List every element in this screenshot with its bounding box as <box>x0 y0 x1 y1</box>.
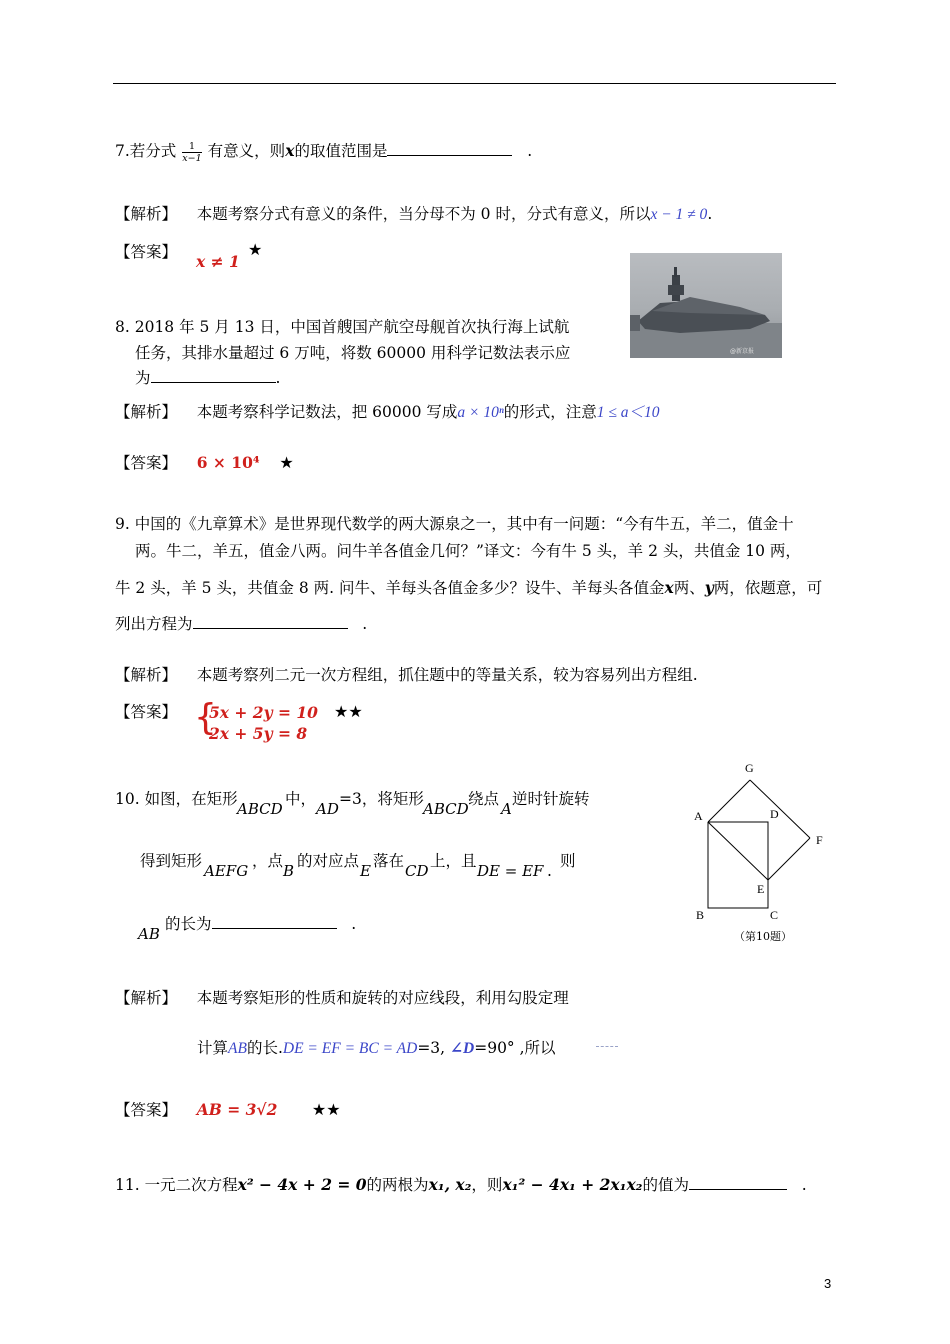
aircraft-carrier-photo <box>630 253 782 358</box>
q11-answer-blank[interactable] <box>689 1188 787 1190</box>
fig-label-g: G <box>745 761 754 775</box>
q9-line3: 牛 2 头，羊 5 头，共值金 8 两. 问牛、羊每头各值金多少？设牛、羊每头各值金x两、y两，依题意，可 <box>115 578 823 597</box>
header-rule <box>113 83 836 84</box>
q10-line3: 的长为 . <box>165 915 357 933</box>
q10-de-ef: DE = EF <box>477 862 544 880</box>
photo-watermark: @新京报 <box>730 348 755 355</box>
q10-figure <box>688 760 838 945</box>
page-number: 3 <box>824 1276 832 1291</box>
q8-analysis: 【解析】 本题考察科学记数法，把 60000 写成a × 10ⁿ的形式，注意1 ≤ a＜10 <box>115 403 660 421</box>
q10-line2-text-e: 上，且 <box>430 852 477 870</box>
q10-line2-text-b: ，点 <box>252 852 284 870</box>
q10-line2-text-f: 则 <box>560 852 576 870</box>
q10-line2-period: . <box>547 862 552 880</box>
fig-label-f: F <box>816 833 823 847</box>
q10-rect-abcd: ABCD <box>237 800 283 818</box>
q9-answer-system: 5x + 2y = 10 2x + 5y = 8 <box>209 703 318 743</box>
q10-line1-text-d: 绕点 <box>468 790 500 808</box>
q10-analysis: 【解析】 本题考察矩形的性质和旋转的对应线段，利用勾股定理 <box>115 989 569 1007</box>
fig-label-b: B <box>696 908 705 922</box>
q7-answer: 【答案】 <box>115 243 178 261</box>
q7-question: 7.若分式 $\frac{1}{x-1}$ 有意义，则x的取值范围是 . <box>115 140 533 164</box>
q8-answer-blank[interactable] <box>151 381 276 383</box>
q9-system-brace: { <box>194 697 217 738</box>
q8-line3: 为 . <box>135 369 281 387</box>
q9-line4: 列出方程为 . <box>115 615 368 633</box>
q9-difficulty-stars: ★★ <box>334 702 363 721</box>
q10-line1-text-e: 逆时针旋转 <box>512 790 590 808</box>
q10-difficulty-stars: ★★ <box>311 1100 341 1119</box>
q9-answer-blank[interactable] <box>193 627 348 629</box>
q8-difficulty-stars: ★ <box>279 453 294 472</box>
q10-line2-text-a: 得到矩形 <box>140 852 203 870</box>
q10-line1-text-b: 中， <box>285 790 317 808</box>
fig-label-e: E <box>757 882 765 896</box>
q8-line2: 任务，其排水量超过 6 万吨，将数 60000 用科学记数法表示应 <box>135 344 571 362</box>
q7-difficulty-stars: ★ <box>248 240 263 259</box>
q10-answer: 【答案】 AB = 3√2 ★★ <box>115 1100 341 1119</box>
q10-point-e: E <box>360 862 371 880</box>
q10-rect-abcd-2: ABCD <box>423 800 469 818</box>
q10-analysis-line2: 计算AB的长.DE = EF = BC = AD=3, ∠D=90° ,所以 <box>197 1039 556 1057</box>
fig-label-d: D <box>770 807 779 821</box>
q8-answer: 【答案】 6 × 10⁴ ★ <box>115 453 294 472</box>
q7-answer-math: x ≠ 1 <box>196 252 240 271</box>
q10-line2-text-c: 的对应点 <box>297 852 360 870</box>
q10-seg-ab: AB <box>138 925 160 943</box>
q10-analysis-truncated-mark <box>596 1046 618 1047</box>
q10-line2-text-d: 落在 <box>373 852 405 870</box>
fig-label-c: C <box>770 908 779 922</box>
q10-point-b: B <box>283 862 295 880</box>
q10-line1-text-a: 10. 如图，在矩形 <box>115 790 238 808</box>
fig-caption: （第10题） <box>734 930 792 943</box>
q7-analysis: 【解析】 本题考察分式有意义的条件，当分母不为 0 时，分式有意义，所以x − 1 ≠ 0. <box>115 205 713 223</box>
q9-line1: 9. 中国的《九章算术》是世界现代数学的两大源泉之一，其中有一问题：“今有牛五，羊二，值金十 <box>115 515 794 533</box>
q10-seg-ad: AD <box>316 800 339 818</box>
q7-answer-blank[interactable] <box>387 154 512 156</box>
q8-line1: 8. 2018 年 5 月 13 日，中国首艘国产航空母舰首次执行海上试航 <box>115 318 570 336</box>
q9-answer: 【答案】 <box>115 703 178 721</box>
q10-seg-cd: CD <box>405 862 429 880</box>
q9-line2: 两。牛二，羊五，值金八两。问牛羊各值金几何？”译文：今有牛 5 头，羊 2 头，共值金 10 两， <box>135 542 801 560</box>
q7-fraction: $\frac{1}{x-1}$ <box>182 140 202 164</box>
fig-label-a: A <box>694 809 703 823</box>
q10-rect-aefg: AEFG <box>204 862 249 880</box>
q10-point-a: A <box>501 800 512 818</box>
q11-question: 11. 一元二次方程x² − 4x + 2 = 0的两根为x₁, x₂，则x₁² − 4x₁ + 2x₁x₂的值为 . <box>115 1175 807 1194</box>
q10-line1-text-c: =3，将矩形 <box>339 790 424 808</box>
q9-analysis: 【解析】 本题考察列二元一次方程组，抓住题中的等量关系，较为容易列出方程组. <box>115 666 698 684</box>
q10-answer-blank[interactable] <box>212 927 337 929</box>
